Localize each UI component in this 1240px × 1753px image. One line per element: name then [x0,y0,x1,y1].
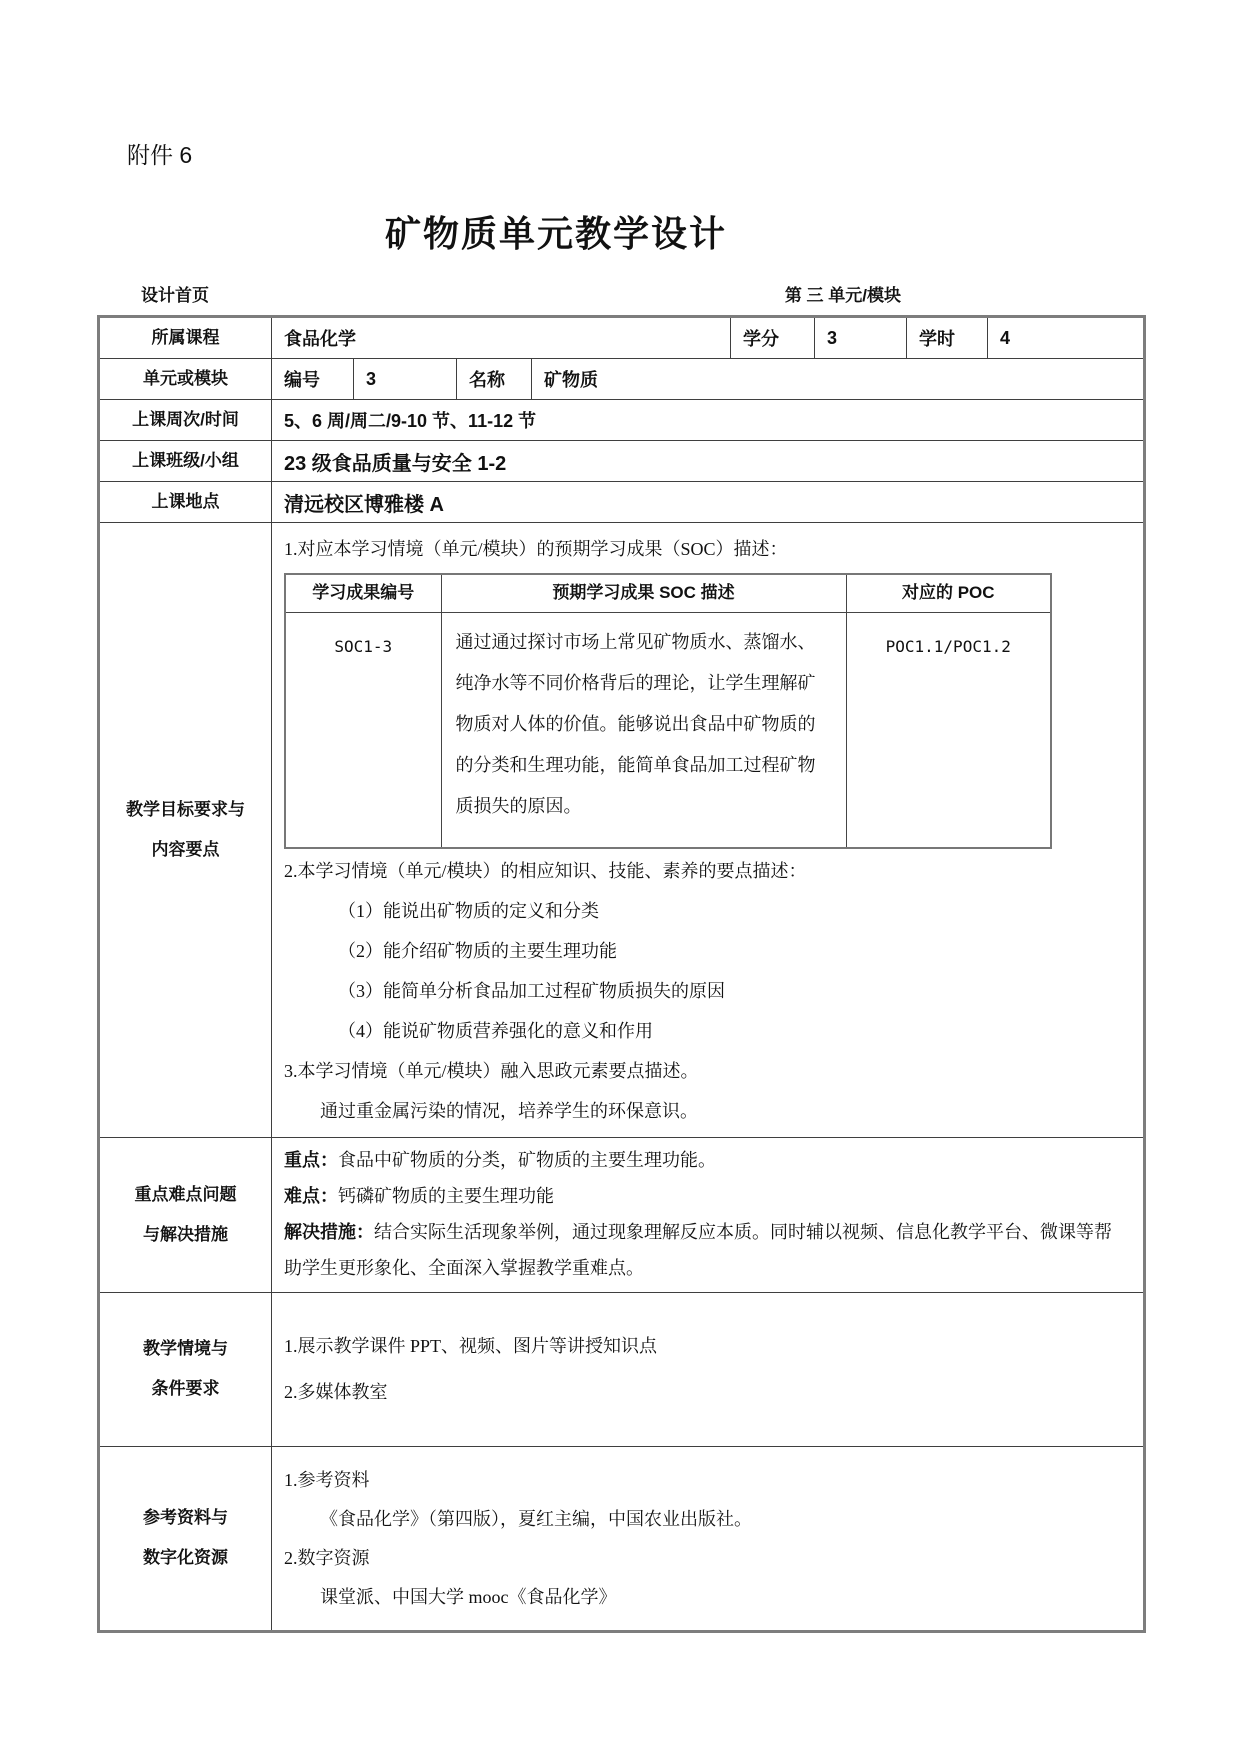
goals-item1-title: 1.对应本学习情境（单元/模块）的预期学习成果（SOC）描述： [284,539,788,559]
goals-item3-title: 3.本学习情境（单元/模块）融入思政元素要点描述。 [284,1060,699,1081]
focus-line [284,1142,1129,1178]
soc-header-poc: 对应的 POC [846,574,1051,612]
label-unit-name: 名称 [457,359,532,400]
row-location [99,482,1145,523]
label-references-line2: 数字化资源 [143,1548,228,1567]
label-teaching-goals [99,523,272,1138]
solution-label: 解决措施： [284,1221,374,1242]
value-schedule: 5、6 周/周二/9-10 节、11-12 节 [272,400,1145,441]
label-teaching-goals-line2: 内容要点 [151,839,220,859]
label-unit: 单元或模块 [99,359,272,400]
soc-description: 通过通过探讨市场上常见矿物质水、蒸馏水、纯净水等不同价格背后的理论，让学生理解矿物质对人体的价值。能够说出食品中矿物质的的分类和生理功能，能简单食品加工过程矿物质损失的原因。 [441,612,846,848]
label-schedule: 上课周次/时间 [99,400,272,441]
goals-point-3: （3）能简单分析食品加工过程矿物质损失的原因 [338,980,725,1001]
row-context [99,1292,1145,1446]
goals-item3-note: 通过重金属污染的情况，培养学生的环保意识。 [320,1100,698,1121]
soc-data-row [285,612,1051,848]
value-course: 食品化学 [272,317,731,359]
table-caption [97,284,1143,308]
page-title: 矿物质单元教学设计 [384,213,727,254]
label-key-points-line1: 重点难点问题 [134,1184,237,1204]
caption-unit-number: 第 三 单元/模块 [784,286,901,305]
row-unit [99,359,1145,400]
label-context-line1: 教学情境与 [143,1339,228,1358]
focus-label: 重点： [284,1149,338,1170]
value-unit-no: 3 [354,359,457,400]
reference-item2-title: 2.数字资源 [284,1548,370,1568]
value-hours: 4 [988,317,1145,359]
solution-line [284,1214,1129,1286]
soc-code: SOC1-3 [285,612,441,848]
row-course [99,317,1145,359]
difficulty-line [284,1178,1129,1214]
soc-header-row [285,574,1051,612]
label-credit: 学分 [731,317,815,359]
row-schedule [99,400,1145,441]
reference-item1-detail: 《食品化学》（第四版），夏红主编，中国农业出版社。 [320,1509,752,1529]
label-references [99,1446,272,1631]
goals-point-2: （2）能介绍矿物质的主要生理功能 [338,940,617,961]
label-course: 所属课程 [99,317,272,359]
difficulty-label: 难点： [284,1185,338,1206]
reference-item2-detail: 课堂派、中国大学 mooc《食品化学》 [320,1587,617,1607]
difficulty-text: 钙磷矿物质的主要生理功能 [338,1185,554,1206]
label-class-group: 上课班级/小组 [99,441,272,482]
reference-item1-title: 1.参考资料 [284,1470,370,1490]
label-context [99,1292,272,1446]
references-content [272,1446,1145,1631]
label-unit-no: 编号 [272,359,354,400]
focus-text: 食品中矿物质的分类，矿物质的主要生理功能。 [338,1149,716,1170]
caption-design-front-page: 设计首页 [141,286,209,305]
solution-text: 结合实际生活现象举例，通过现象理解反应本质。同时辅以视频、信息化教学平台、微课等帮助学生更形象化、全面深入掌握教学重难点。 [284,1221,1112,1278]
row-class-group [99,441,1145,482]
label-references-line1: 参考资料与 [143,1508,228,1527]
goals-item2-title: 2.本学习情境（单元/模块）的相应知识、技能、素养的要点描述： [284,860,807,881]
soc-table [284,573,1052,849]
value-class-group: 23 级食品质量与安全 1-2 [272,441,1145,482]
label-key-points-line2: 与解决措施 [143,1224,228,1244]
label-key-points [99,1137,272,1292]
attachment-label: 附件 6 [127,142,193,168]
goals-point-1: （1）能说出矿物质的定义和分类 [338,900,599,921]
soc-poc: POC1.1/POC1.2 [846,612,1051,848]
context-item-1: 1.展示教学课件 PPT、视频、图片等讲授知识点 [284,1336,658,1356]
value-unit-name: 矿物质 [532,359,1145,400]
soc-header-desc: 预期学习成果 SOC 描述 [441,574,846,612]
key-points-content [272,1137,1145,1292]
row-teaching-goals [99,523,1145,1138]
context-item-2: 2.多媒体教室 [284,1382,388,1402]
design-table [97,315,1146,1633]
soc-header-code: 学习成果编号 [285,574,441,612]
row-key-points [99,1137,1145,1292]
document-content [97,0,1143,1633]
label-location: 上课地点 [99,482,272,523]
context-content [272,1292,1145,1446]
goals-point-4: （4）能说矿物质营养强化的意义和作用 [338,1020,653,1041]
value-location: 清远校区博雅楼 A [272,482,1145,523]
teaching-goals-content [272,523,1145,1138]
label-context-line2: 条件要求 [151,1379,220,1398]
row-references [99,1446,1145,1631]
label-teaching-goals-line1: 教学目标要求与 [126,799,245,819]
value-credit: 3 [815,317,907,359]
label-hours: 学时 [907,317,988,359]
